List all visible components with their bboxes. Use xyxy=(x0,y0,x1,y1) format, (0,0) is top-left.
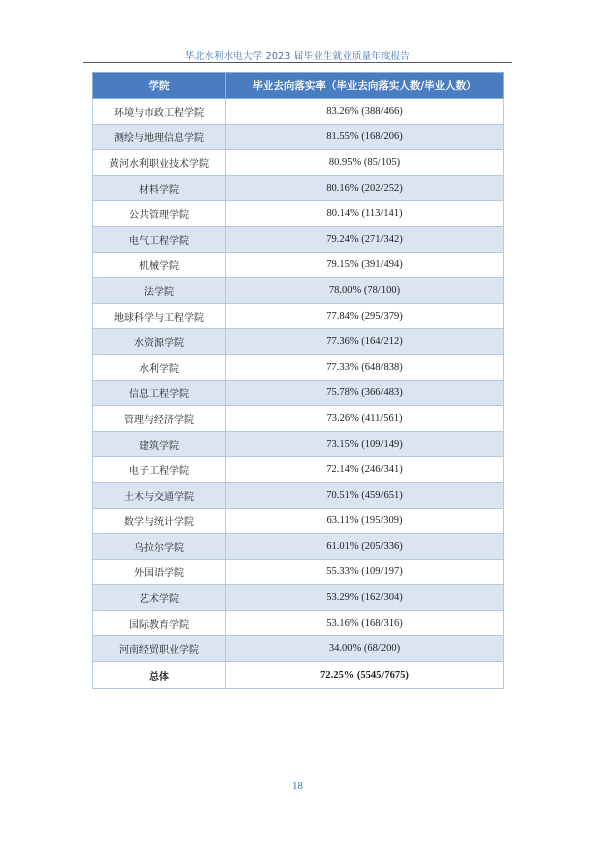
placement-rate-cell: 77.33% (648/838) xyxy=(226,354,504,380)
placement-rate-cell: 53.29% (162/304) xyxy=(226,585,504,611)
placement-rate-cell: 72.14% (246/341) xyxy=(226,457,504,483)
table-row xyxy=(93,406,504,432)
placement-rate-cell: 73.15% (109/149) xyxy=(226,431,504,457)
table-row xyxy=(93,431,504,457)
running-header: 华北水利水电大学 2023 届毕业生就业质量年度报告 xyxy=(184,51,411,62)
table-row xyxy=(93,482,504,508)
college-name-cell: 黄河水利职业技术学院 xyxy=(93,150,226,176)
placement-rate-cell: 70.51% (459/651) xyxy=(226,482,504,508)
college-name-cell: 外国语学院 xyxy=(93,559,226,585)
page-number: 18 xyxy=(292,780,303,792)
table-row xyxy=(93,124,504,150)
placement-rate-cell: 53.16% (168/316) xyxy=(226,610,504,636)
total-row xyxy=(93,662,504,689)
header-divider xyxy=(83,62,512,63)
college-name-cell: 机械学院 xyxy=(93,252,226,278)
column-header-rate: 毕业去向落实率（毕业去向落实人数/毕业人数） xyxy=(226,73,504,99)
table-row xyxy=(93,585,504,611)
table-row xyxy=(93,380,504,406)
table-row xyxy=(93,636,504,662)
college-name-cell: 国际教育学院 xyxy=(93,610,226,636)
total-rate: 72.25% (5545/7675) xyxy=(226,662,504,689)
table-row xyxy=(93,226,504,252)
college-name-cell: 土木与交通学院 xyxy=(93,482,226,508)
placement-rate-cell: 79.24% (271/342) xyxy=(226,226,504,252)
college-name-cell: 艺术学院 xyxy=(93,585,226,611)
placement-rate-cell: 63.11% (195/309) xyxy=(226,508,504,534)
employment-rate-table xyxy=(92,72,504,689)
placement-rate-cell: 77.36% (164/212) xyxy=(226,329,504,355)
placement-rate-cell: 73.26% (411/561) xyxy=(226,406,504,432)
placement-rate-cell: 77.84% (295/379) xyxy=(226,303,504,329)
table-row xyxy=(93,99,504,125)
table-row xyxy=(93,559,504,585)
placement-rate-cell: 81.55% (168/206) xyxy=(226,124,504,150)
placement-rate-cell: 61.01% (205/336) xyxy=(226,534,504,560)
college-name-cell: 材料学院 xyxy=(93,175,226,201)
table-body xyxy=(93,99,504,689)
college-name-cell: 测绘与地理信息学院 xyxy=(93,124,226,150)
placement-rate-cell: 80.14% (113/141) xyxy=(226,201,504,227)
college-name-cell: 地球科学与工程学院 xyxy=(93,303,226,329)
college-name-cell: 管理与经济学院 xyxy=(93,406,226,432)
college-name-cell: 公共管理学院 xyxy=(93,201,226,227)
placement-rate-cell: 80.95% (85/105) xyxy=(226,150,504,176)
table-row xyxy=(93,252,504,278)
college-name-cell: 法学院 xyxy=(93,278,226,304)
table-row xyxy=(93,329,504,355)
college-name-cell: 信息工程学院 xyxy=(93,380,226,406)
table-row xyxy=(93,201,504,227)
table-row xyxy=(93,150,504,176)
column-header-college: 学院 xyxy=(93,73,226,99)
college-name-cell: 水利学院 xyxy=(93,354,226,380)
total-label: 总体 xyxy=(93,662,226,689)
placement-rate-cell: 79.15% (391/494) xyxy=(226,252,504,278)
college-name-cell: 河南经贸职业学院 xyxy=(93,636,226,662)
table-row xyxy=(93,303,504,329)
college-name-cell: 乌拉尔学院 xyxy=(93,534,226,560)
placement-rate-cell: 80.16% (202/252) xyxy=(226,175,504,201)
table-row xyxy=(93,610,504,636)
placement-rate-cell: 55.33% (109/197) xyxy=(226,559,504,585)
table-row xyxy=(93,354,504,380)
placement-rate-cell: 78.00% (78/100) xyxy=(226,278,504,304)
table-row xyxy=(93,508,504,534)
placement-rate-cell: 75.78% (366/483) xyxy=(226,380,504,406)
table-row xyxy=(93,457,504,483)
table-row xyxy=(93,175,504,201)
college-name-cell: 水资源学院 xyxy=(93,329,226,355)
table-row xyxy=(93,534,504,560)
placement-rate-cell: 83.26% (388/466) xyxy=(226,99,504,125)
placement-rate-cell: 34.00% (68/200) xyxy=(226,636,504,662)
college-name-cell: 电子工程学院 xyxy=(93,457,226,483)
college-name-cell: 数学与统计学院 xyxy=(93,508,226,534)
college-name-cell: 建筑学院 xyxy=(93,431,226,457)
college-name-cell: 电气工程学院 xyxy=(93,226,226,252)
table-row xyxy=(93,278,504,304)
college-name-cell: 环境与市政工程学院 xyxy=(93,99,226,125)
table-header-row xyxy=(93,73,504,99)
